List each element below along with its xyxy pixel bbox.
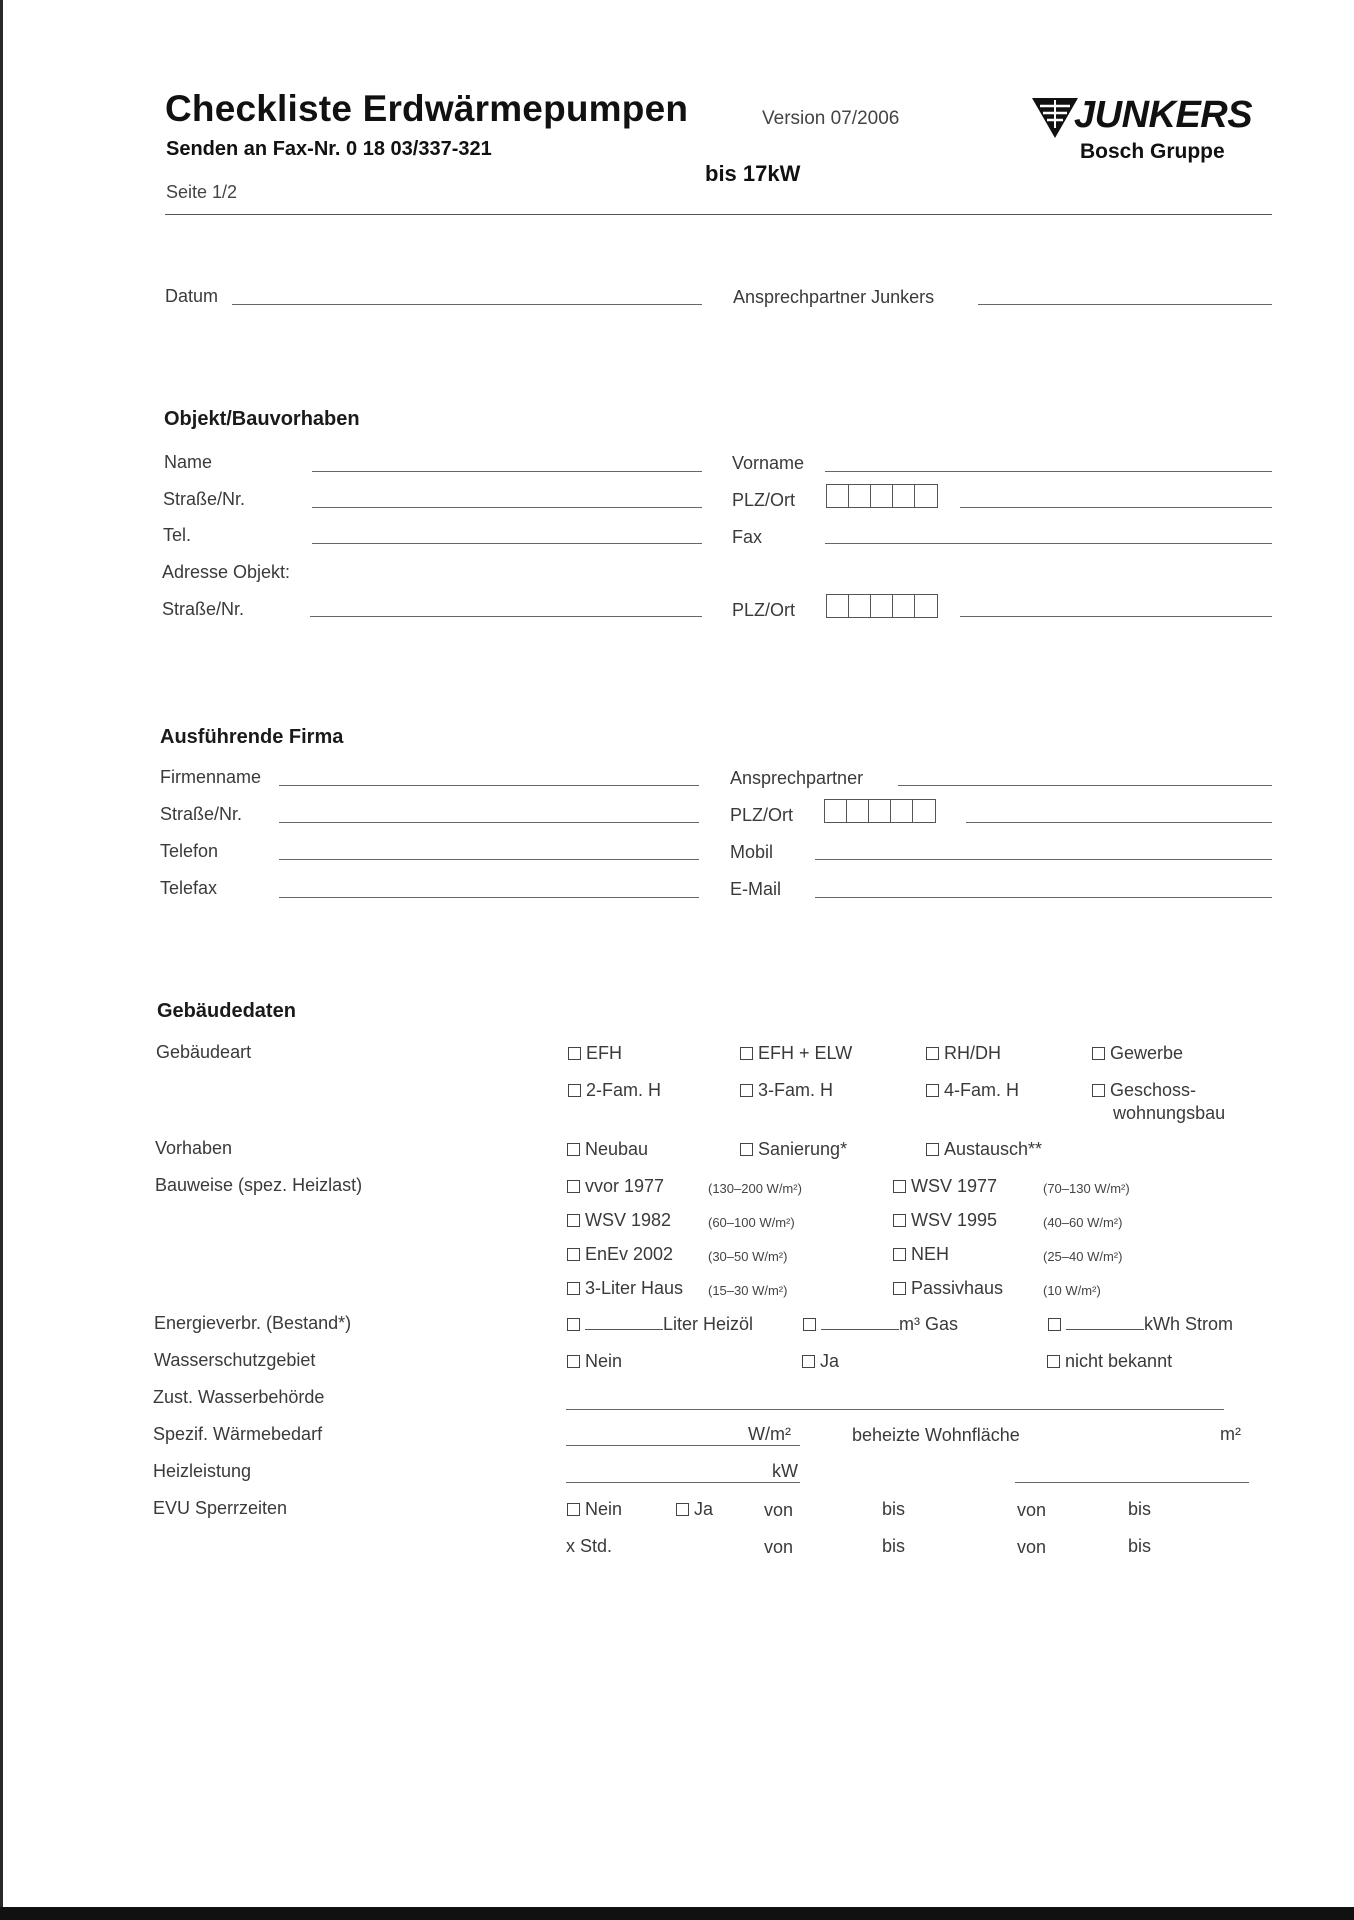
vorhaben-label: Vorhaben	[155, 1138, 233, 1158]
mobil-label: Mobil	[730, 842, 774, 862]
ort-field[interactable]	[960, 507, 1272, 508]
option-evu-nein[interactable]: Nein	[567, 1499, 622, 1520]
option-geschosswohnungsbau[interactable]: Geschoss-	[1092, 1080, 1196, 1101]
evu-von-2: von	[1017, 1500, 1047, 1520]
option-efh[interactable]: EFH	[568, 1043, 622, 1064]
brand-name: JUNKERS	[1074, 94, 1253, 136]
option-gewerbe[interactable]: Gewerbe	[1092, 1043, 1183, 1064]
wasserbehoerde-label: Zust. Wasserbehörde	[153, 1387, 325, 1407]
adresse-objekt-label: Adresse Objekt:	[162, 562, 291, 582]
wohnflaeche-unit: m²	[1220, 1424, 1241, 1444]
waermebedarf-field[interactable]	[566, 1445, 800, 1446]
checkbox[interactable]	[926, 1047, 939, 1060]
option-wasserschutz-ja[interactable]: Ja	[802, 1351, 839, 1372]
firma-ansprechpartner-label: Ansprechpartner	[730, 768, 864, 788]
firma-ansprechpartner-field[interactable]	[898, 785, 1272, 786]
section-gebaeude: Gebäudedaten	[157, 1000, 296, 1022]
checkbox[interactable]	[740, 1084, 753, 1097]
checkbox[interactable]	[1047, 1355, 1060, 1368]
option-heizoel[interactable]: Liter Heizöl	[567, 1314, 753, 1335]
checkbox[interactable]	[893, 1180, 906, 1193]
range-3-liter-haus: (15–30 W/m²)	[708, 1283, 788, 1298]
option-3-liter-haus[interactable]: 3-Liter Haus	[567, 1278, 683, 1299]
option-rh-dh[interactable]: RH/DH	[926, 1043, 1001, 1064]
option-sanierung[interactable]: Sanierung*	[740, 1139, 847, 1160]
range-wsv-1977: (70–130 W/m²)	[1043, 1181, 1130, 1196]
option-wsv-1982[interactable]: WSV 1982	[567, 1210, 671, 1231]
checkbox[interactable]	[676, 1503, 689, 1516]
objekt-plz-ort-label: PLZ/Ort	[732, 600, 796, 620]
wohnflaeche-label: beheizte Wohnfläche	[852, 1425, 1020, 1445]
wohnflaeche-field[interactable]	[1015, 1482, 1249, 1483]
heizoel-field[interactable]	[585, 1315, 663, 1330]
option-neubau[interactable]: Neubau	[567, 1139, 648, 1160]
evu-label: EVU Sperrzeiten	[153, 1498, 288, 1518]
firma-strasse-field[interactable]	[279, 822, 699, 823]
checkbox[interactable]	[567, 1214, 580, 1227]
firma-ort-field[interactable]	[966, 822, 1272, 823]
option-gas[interactable]: m³ Gas	[803, 1314, 958, 1335]
objekt-strasse-field[interactable]	[310, 616, 702, 617]
option-wasserschutz-unbekannt[interactable]: nicht bekannt	[1047, 1351, 1172, 1372]
fax-number: Senden an Fax-Nr. 0 18 03/337-321	[166, 138, 492, 160]
waermebedarf-label: Spezif. Wärmebedarf	[153, 1424, 323, 1444]
section-firma: Ausführende Firma	[160, 726, 344, 748]
plz-boxes[interactable]	[826, 484, 938, 508]
version-label: Version 07/2006	[762, 108, 900, 129]
firma-plz-boxes[interactable]	[824, 799, 936, 823]
option-3-fam[interactable]: 3-Fam. H	[740, 1080, 833, 1101]
plz-ort-label: PLZ/Ort	[732, 490, 796, 510]
name-label: Name	[164, 452, 213, 472]
checkbox[interactable]	[567, 1503, 580, 1516]
range-neh: (25–40 W/m²)	[1043, 1249, 1123, 1264]
option-vor-1977[interactable]: vvor 1977	[567, 1176, 664, 1197]
strasse-label: Straße/Nr.	[163, 489, 246, 509]
datum-label: Datum	[165, 286, 219, 306]
telefon-field[interactable]	[279, 859, 699, 860]
gas-field[interactable]	[821, 1315, 899, 1330]
name-field[interactable]	[312, 471, 702, 472]
evu-bis-3: bis	[882, 1536, 906, 1556]
evu-x-std: x Std.	[566, 1536, 613, 1556]
checkbox[interactable]	[568, 1084, 581, 1097]
checkbox[interactable]	[926, 1143, 939, 1156]
firma-plz-ort-label: PLZ/Ort	[730, 805, 794, 825]
option-wsv-1977[interactable]: WSV 1977	[893, 1176, 997, 1197]
checkbox[interactable]	[740, 1143, 753, 1156]
checkbox[interactable]	[567, 1282, 580, 1295]
heizleistung-label: Heizleistung	[153, 1461, 252, 1481]
option-austausch[interactable]: Austausch**	[926, 1139, 1042, 1160]
page-title: Checkliste Erdwärmepumpen	[165, 88, 689, 129]
page-indicator: Seite 1/2	[166, 182, 238, 202]
heizleistung-field[interactable]	[566, 1482, 800, 1483]
option-2-fam[interactable]: 2-Fam. H	[568, 1080, 661, 1101]
checkbox[interactable]	[893, 1248, 906, 1261]
checkbox[interactable]	[1048, 1318, 1061, 1331]
option-enev-2002[interactable]: EnEv 2002	[567, 1244, 673, 1265]
section-objekt: Objekt/Bauvorhaben	[164, 408, 360, 430]
tel-field[interactable]	[312, 543, 702, 544]
option-geschosswohnungsbau-cont: wohnungsbau	[1113, 1103, 1226, 1123]
contact-junkers-label: Ansprechpartner Junkers	[733, 287, 935, 307]
checkbox[interactable]	[1092, 1047, 1105, 1060]
strom-field[interactable]	[1066, 1315, 1144, 1330]
option-4-fam[interactable]: 4-Fam. H	[926, 1080, 1019, 1101]
range-wsv-1982: (60–100 W/m²)	[708, 1215, 795, 1230]
checkbox[interactable]	[740, 1047, 753, 1060]
vorname-label: Vorname	[732, 453, 805, 473]
firmenname-field[interactable]	[279, 785, 699, 786]
waermebedarf-unit: W/m²	[748, 1424, 791, 1444]
checkbox[interactable]	[803, 1318, 816, 1331]
page-border-bottom	[0, 1907, 1354, 1920]
strasse-field[interactable]	[312, 507, 702, 508]
junkers-logo-icon	[1032, 96, 1078, 140]
checkbox[interactable]	[1092, 1084, 1105, 1097]
telefax-field[interactable]	[279, 897, 699, 898]
telefon-label: Telefon	[160, 841, 219, 861]
firmenname-label: Firmenname	[160, 767, 262, 787]
contact-junkers-field[interactable]	[978, 304, 1272, 305]
evu-von-3: von	[764, 1537, 794, 1557]
range-enev-2002: (30–50 W/m²)	[708, 1249, 788, 1264]
checkbox[interactable]	[567, 1143, 580, 1156]
option-neh[interactable]: NEH	[893, 1244, 949, 1265]
energie-label: Energieverbr. (Bestand*)	[154, 1313, 352, 1333]
range-wsv-1995: (40–60 W/m²)	[1043, 1215, 1123, 1230]
checkbox[interactable]	[567, 1180, 580, 1193]
wasserbehoerde-field[interactable]	[566, 1409, 1224, 1410]
page-border-left	[0, 0, 3, 1907]
fax-field[interactable]	[825, 543, 1272, 544]
range-vor-1977: (130–200 W/m²)	[708, 1181, 802, 1196]
option-evu-ja[interactable]: Ja	[676, 1499, 713, 1520]
datum-field[interactable]	[232, 304, 702, 305]
brand-group: Bosch Gruppe	[1080, 140, 1225, 163]
range-passivhaus: (10 W/m²)	[1043, 1283, 1101, 1298]
option-strom[interactable]: kWh Strom	[1048, 1314, 1233, 1335]
power-limit: bis 17kW	[705, 161, 801, 186]
evu-bis-2: bis	[1128, 1499, 1152, 1519]
checkbox[interactable]	[567, 1248, 580, 1261]
email-field[interactable]	[815, 897, 1272, 898]
telefax-label: Telefax	[160, 878, 218, 898]
option-passivhaus[interactable]: Passivhaus	[893, 1278, 1003, 1299]
checkbox[interactable]	[893, 1282, 906, 1295]
bauweise-label: Bauweise (spez. Heizlast)	[155, 1175, 363, 1195]
header-divider	[165, 214, 1272, 215]
firma-strasse-label: Straße/Nr.	[160, 804, 243, 824]
checkbox[interactable]	[893, 1214, 906, 1227]
evu-bis-1: bis	[882, 1499, 906, 1519]
tel-label: Tel.	[163, 525, 192, 545]
vorname-field[interactable]	[825, 471, 1272, 472]
objekt-plz-boxes[interactable]	[826, 594, 938, 618]
checkbox[interactable]	[567, 1318, 580, 1331]
gebaeudeart-label: Gebäudeart	[156, 1042, 252, 1062]
evu-bis-4: bis	[1128, 1536, 1152, 1556]
checkbox[interactable]	[568, 1047, 581, 1060]
checkbox[interactable]	[926, 1084, 939, 1097]
email-label: E-Mail	[730, 879, 782, 899]
checkbox[interactable]	[802, 1355, 815, 1368]
fax-label: Fax	[732, 527, 763, 547]
option-efh-elw[interactable]: EFH + ELW	[740, 1043, 852, 1064]
objekt-strasse-label: Straße/Nr.	[162, 599, 245, 619]
option-wasserschutz-nein[interactable]: Nein	[567, 1351, 622, 1372]
evu-von-1: von	[764, 1500, 794, 1520]
objekt-ort-field[interactable]	[960, 616, 1272, 617]
mobil-field[interactable]	[815, 859, 1272, 860]
checkbox[interactable]	[567, 1355, 580, 1368]
wasserschutz-label: Wasserschutzgebiet	[154, 1350, 316, 1370]
evu-von-4: von	[1017, 1537, 1047, 1557]
heizleistung-unit: kW	[772, 1461, 798, 1481]
option-wsv-1995[interactable]: WSV 1995	[893, 1210, 997, 1231]
